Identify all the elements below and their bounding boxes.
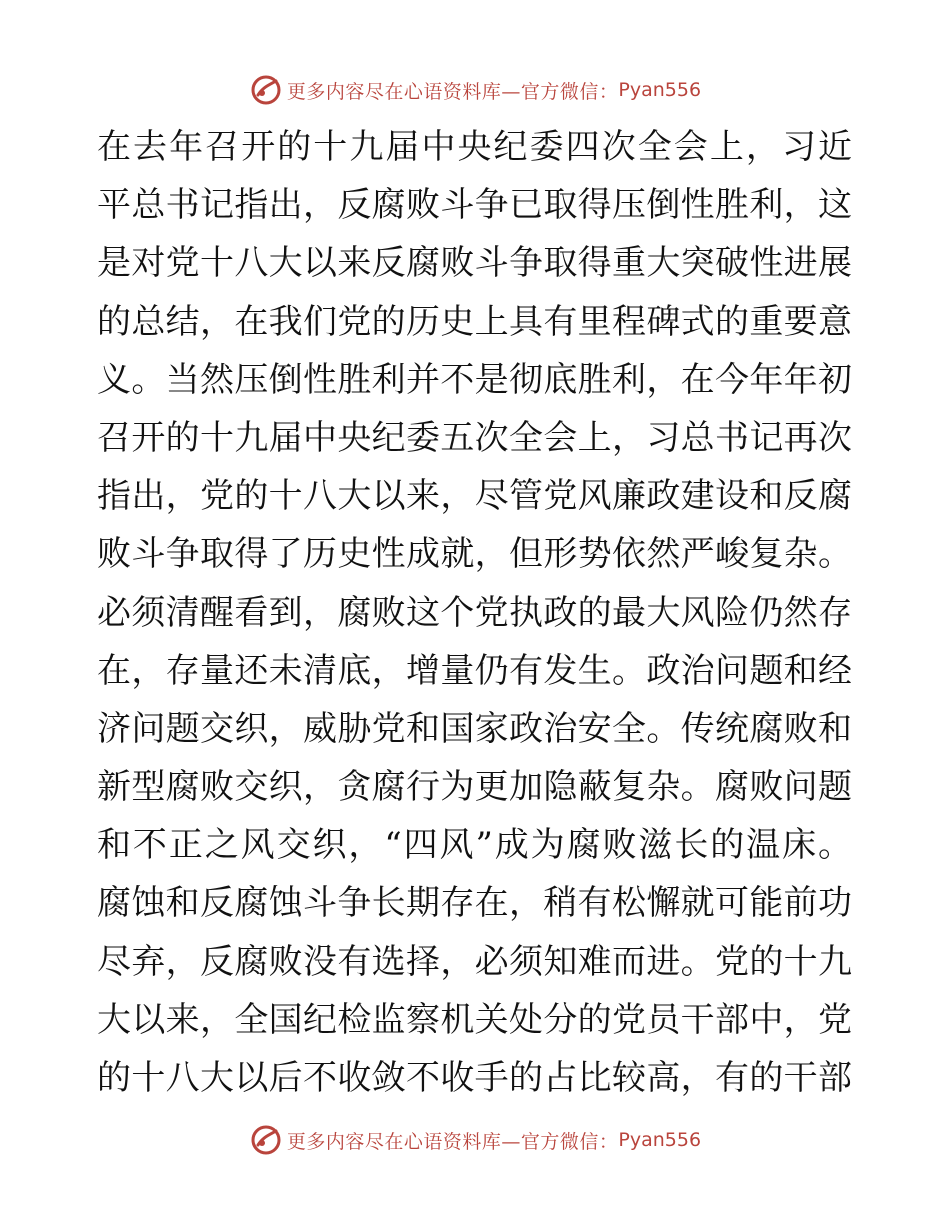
body-line: 的总结，在我们党的历史上具有里程碑式的重要意 (97, 301, 852, 342)
body-line: 是对党十八大以来反腐败斗争取得重大突破性进展 (97, 243, 852, 284)
watermark-wechat-id: Pyan556 (618, 1129, 702, 1151)
body-line: 在，存量还未清底，增量仍有发生。政治问题和经 (97, 650, 852, 691)
footer-watermark (0, 1120, 950, 1160)
body-line: 平总书记指出，反腐败斗争已取得压倒性胜利，这 (97, 185, 852, 226)
watermark-wechat-id: Pyan556 (618, 79, 702, 101)
watermark-text: 更多内容尽在心语资料库—官方微信： (286, 80, 619, 103)
body-line: 在去年召开的十九届中央纪委四次全会上，习近 (97, 127, 852, 167)
logo-icon (249, 73, 283, 107)
body-line: 和不正之风交织，“四风”成为腐败滋长的温床。 (97, 825, 852, 866)
body-line: 败斗争取得了历史性成就，但形势依然严峻复杂。 (97, 534, 852, 575)
document-body (97, 118, 852, 1107)
body-line: 义。当然压倒性胜利并不是彻底胜利，在今年年初 (97, 359, 852, 400)
body-line: 指出，党的十八大以来，尽管党风廉政建设和反腐 (97, 476, 852, 517)
header-watermark (0, 70, 950, 110)
body-line: 尽弃，反腐败没有选择，必须知难而进。党的十九 (97, 941, 852, 982)
body-line: 必须清醒看到，腐败这个党执政的最大风险仍然存 (97, 592, 852, 633)
body-line: 召开的十九届中央纪委五次全会上，习总书记再次 (97, 417, 852, 458)
body-line: 大以来，全国纪检监察机关处分的党员干部中，党 (97, 999, 852, 1040)
body-line: 的十八大以后不收敛不收手的占比较高，有的干部 (97, 1058, 852, 1098)
body-line: 腐蚀和反腐蚀斗争长期存在，稍有松懈就可能前功 (97, 883, 852, 924)
body-line: 新型腐败交织，贪腐行为更加隐蔽复杂。腐败问题 (97, 767, 852, 808)
logo-icon (249, 1123, 283, 1157)
watermark-text: 更多内容尽在心语资料库—官方微信： (286, 1130, 619, 1153)
body-line: 济问题交织，威胁党和国家政治安全。传统腐败和 (97, 708, 852, 749)
